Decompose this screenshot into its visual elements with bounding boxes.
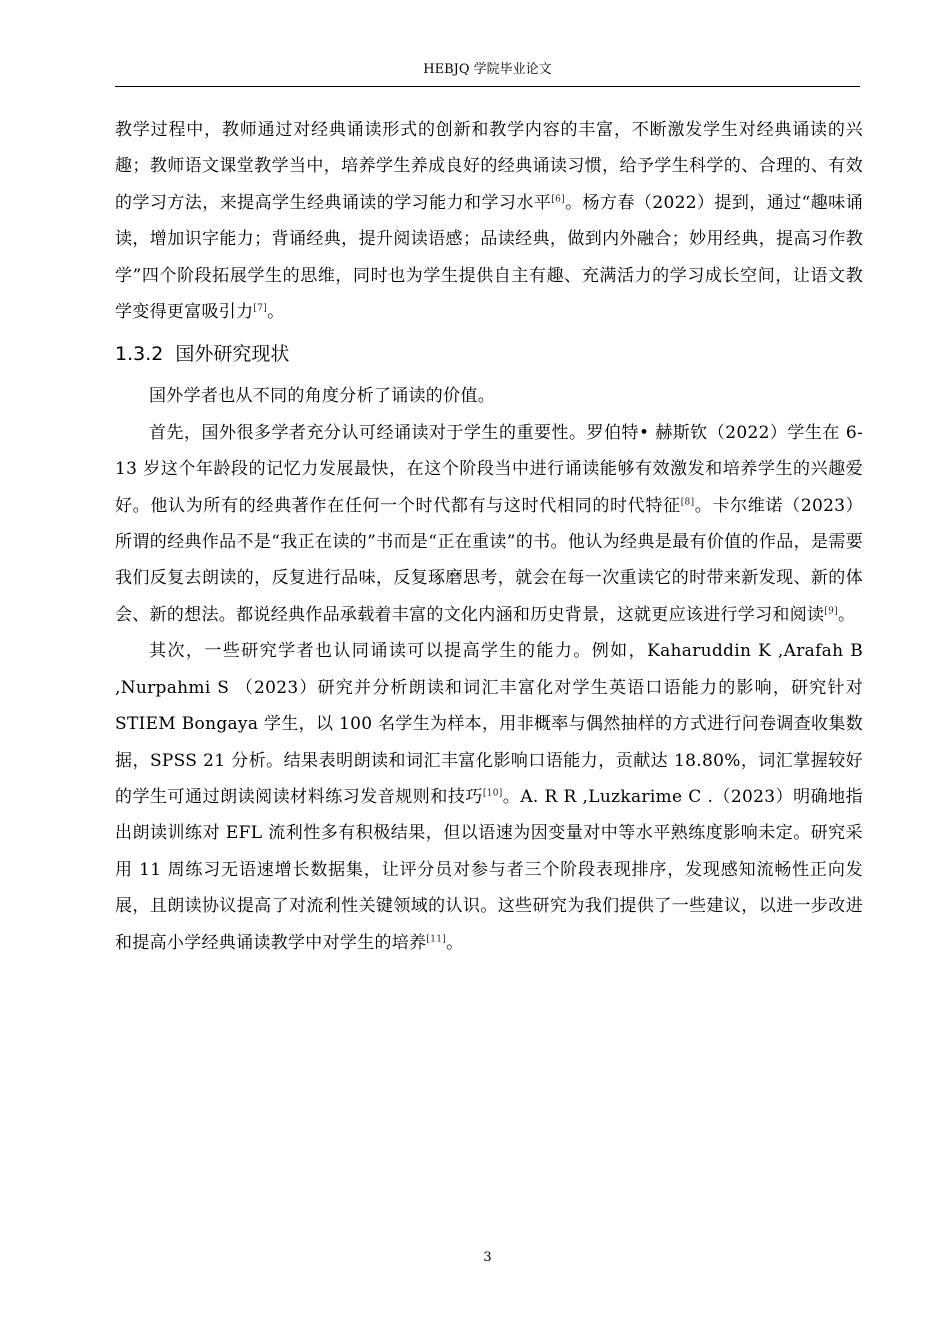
citation-10: [10] [482,788,503,799]
paragraph-domestic-continuation [115,112,863,330]
paragraph-text: 。杨方春（2022）提到，通过“趣味诵读，增加识字能力；背诵经典，提升阅读语感；品读经典，做到内外融合；妙用经典，提高习作教学”四个阶段拓展学生的思维，同时也为学生提供自主有趣、充满活力的学习成长空间，让语文教学变得更富吸引力 [115,192,864,323]
paragraph-text: 。 [837,604,856,625]
citation-9: [9] [824,606,838,617]
paragraph-text: 其次，一些研究学者也认同诵读可以提高学生的能力。例如，Kaharuddin K ,Arafah B ,Nurpahmi S （2023）研究并分析朗读和词汇丰富化对学生英语口语能力的影响，研究针对 STIEM Bongaya 学生，以 100 名学生为样本，用非概率与偶然抽样的方式进行问卷调查收集数据，SPSS 21 分析。结果表明朗读和词汇丰富化影响口语能力，贡献达 18.80%，词汇掌握较好的学生可通过朗读阅读材料练习发音规则和技巧 [115,641,863,807]
citation-11: [11] [426,933,447,944]
section-title: 国外研究现状 [175,343,290,366]
paragraph-intro [115,378,863,414]
paragraph-text: 。 [446,932,464,953]
paragraph-second-point [115,633,863,961]
citation-8: [8] [680,497,695,507]
paragraph-text: 。 [267,302,285,323]
paragraph-text: 。卡尔维诺（2023）所谓的经典作品不是“我正在读的”书而是“正在重读”的书。他认为经典是最有价值的作品，是需要我们反复去朗读的，反复进行品味，反复琢磨思考，就会在每一次重读它的时带来新发现、新的体会、新的想法。都说经典作品承载着丰富的文化内涵和历史背景，这就更应该进行学习和阅读 [115,495,863,625]
paragraph-text: 国外学者也从不同的角度分析了诵读的价值。 [149,386,495,407]
header-divider [115,86,860,87]
paragraph-text: 。A. R R ,Luzkarime C .（2023）明确地指出朗读训练对 EFL 流利性多有积极结果，但以语速为因变量对中等水平熟练度影响未定。研究采用 11 周练习无语速增长数据集，让评分员对参与者三个阶段表现排序，发现感知流畅性正向发展，且朗读协议提高了对流利性关键领域的认识。这些研究为我们提供了一些建议，以进一步改进和提高小学经典诵读教学中对学生的培养 [115,786,863,953]
section-heading [115,336,863,372]
section-number: 1.3.2 [115,343,164,366]
citation-6: [6] [551,194,565,205]
page-number: 3 [483,1250,492,1265]
paragraph-first-point [115,415,863,633]
citation-7: [7] [253,303,268,314]
page-body [115,112,863,961]
running-header: HEBJQ 学院毕业论文 [423,62,552,77]
paragraph-text: 首先，国外很多学者充分认可经诵读对于学生的重要性。罗伯特• 赫斯钦（2022）学生在 6-13 岁这个年龄段的记忆力发展最快，在这个阶段当中进行诵读能够有效激发和培养学生的兴趣爱好。他认为所有的经典著作在任何一个时代都有与这时代相同的时代特征 [115,422,863,516]
paragraph-text: 教学过程中，教师通过对经典诵读形式的创新和教学内容的丰富，不断激发学生对经典诵读的兴趣；教师语文课堂教学当中，培养学生养成良好的经典诵读习惯，给予学生科学的、合理的、有效的学习方法，来提高学生经典诵读的学习能力和学习水平 [115,120,863,213]
